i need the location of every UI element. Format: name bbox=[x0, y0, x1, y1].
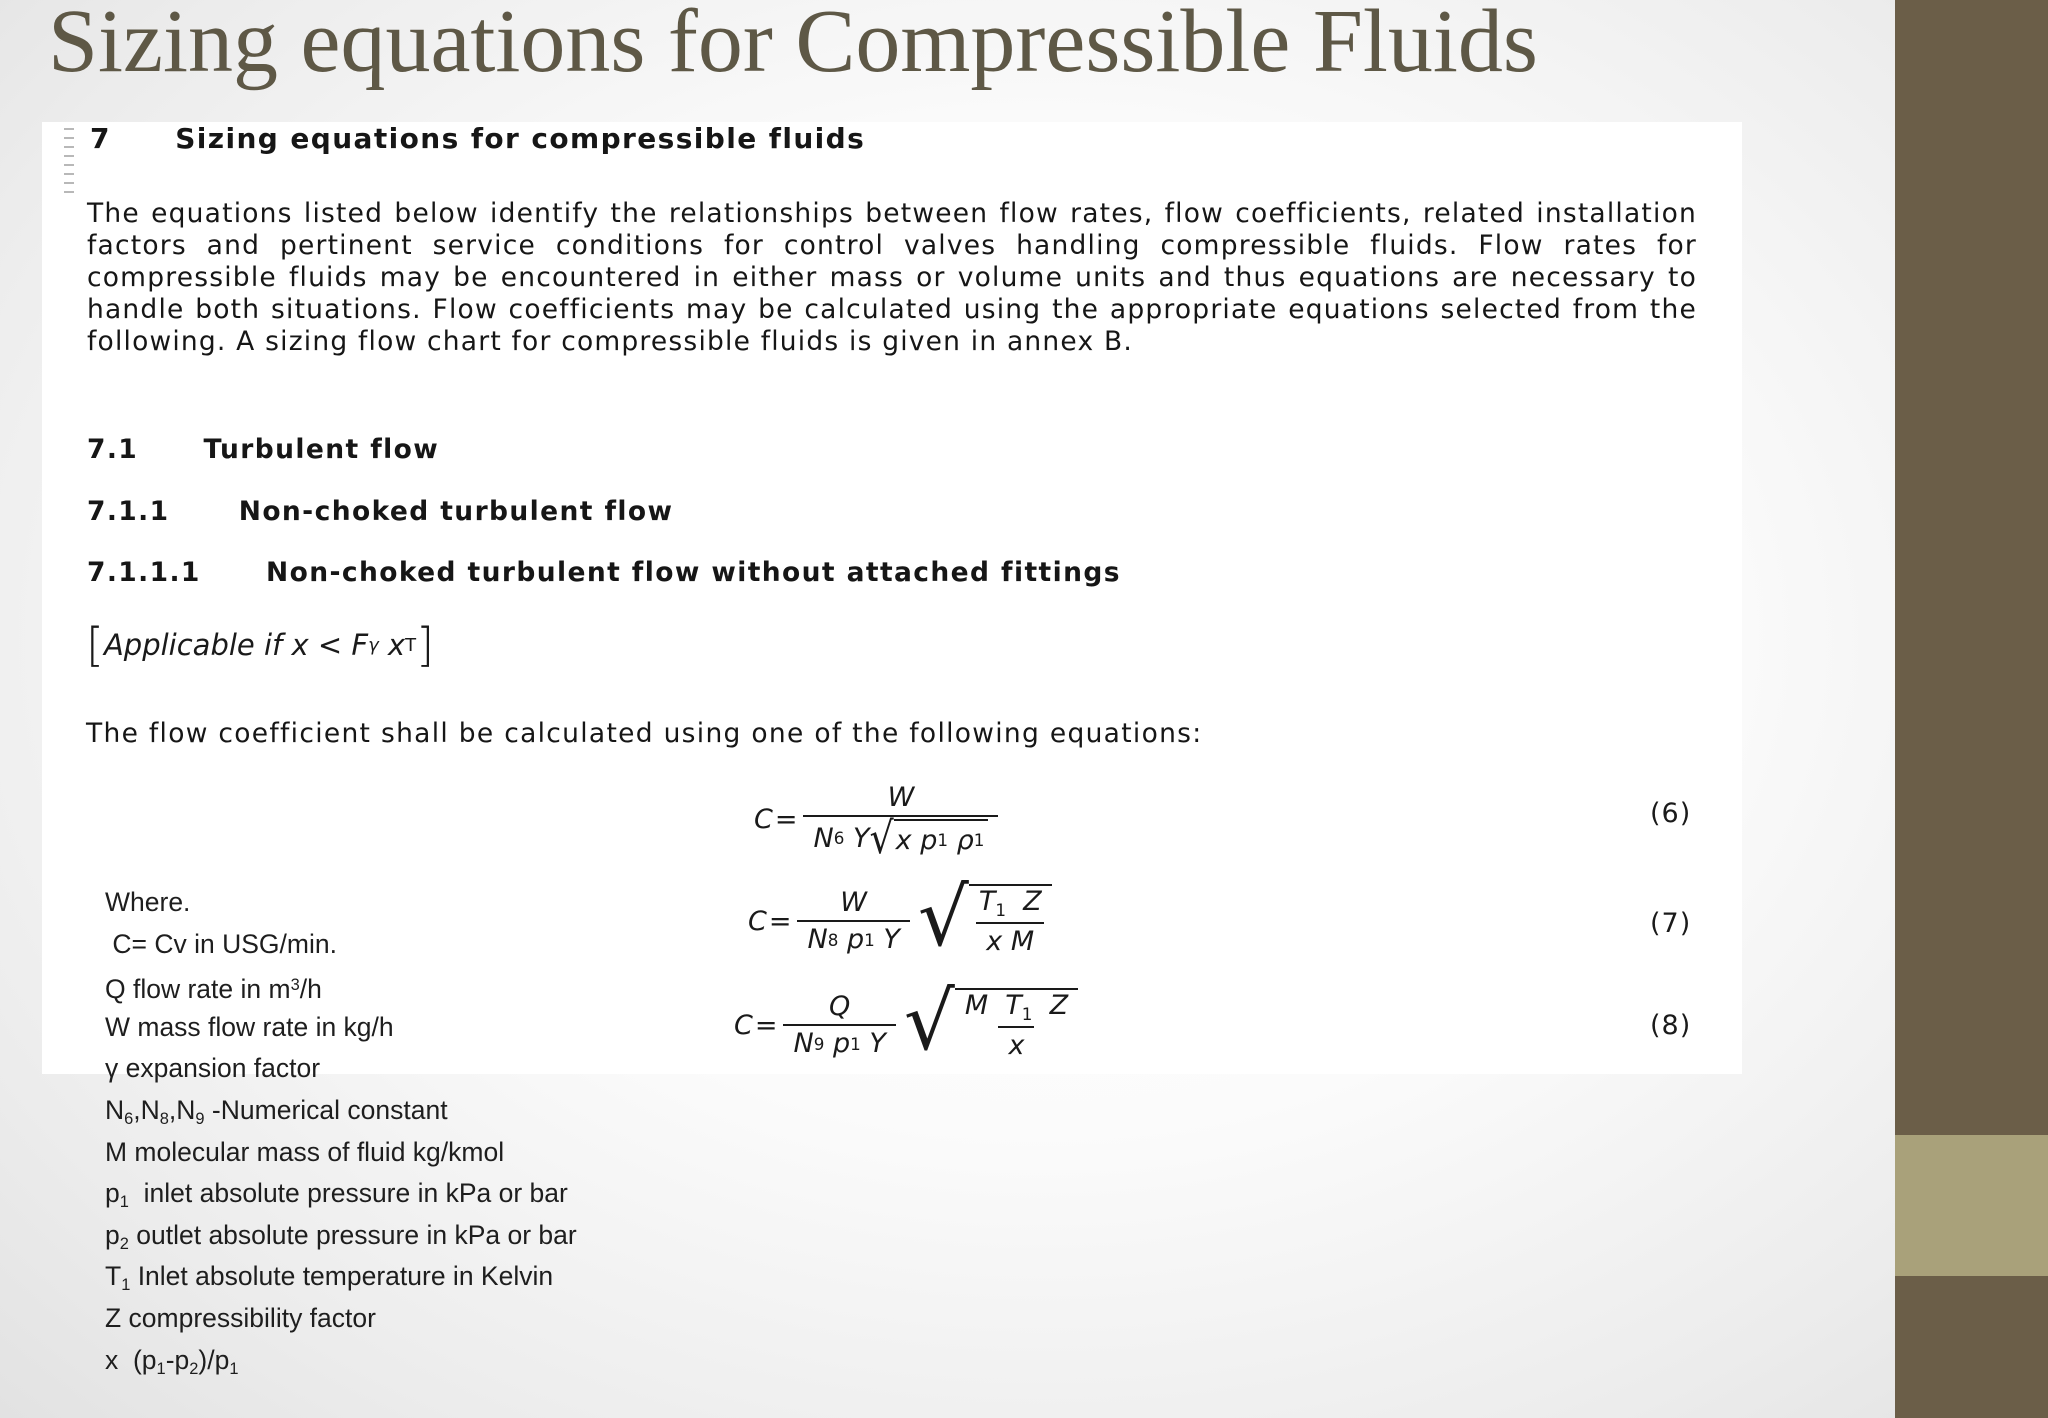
fraction: W N 6 Y √ x p 1 ρ 1 bbox=[803, 782, 998, 857]
definition-p1: $p_1$ inlet absolute pressure in kPa or bar bbox=[105, 1178, 568, 1212]
section-title: Sizing equations for compressible fluids bbox=[175, 122, 866, 155]
equation-6-number: (6) bbox=[1650, 798, 1692, 829]
definition-x: x $(p_1-p_2)/p_1$ bbox=[105, 1344, 239, 1378]
square-root: √ $\frac{T_1 Z}{\text{x M}}$ bbox=[918, 884, 1052, 958]
decorative-side-accent bbox=[1895, 1135, 2048, 1276]
square-root: √ $\frac{M T_1 Z}{x}$ bbox=[904, 988, 1078, 1062]
definition-p2: $p_2$ outlet absolute pressure in kPa or bar bbox=[105, 1219, 577, 1253]
subsection-number: 7.1.1.1 bbox=[87, 557, 201, 588]
definition-m: M molecular mass of fluid kg/kmol bbox=[105, 1136, 505, 1167]
equation-8-number: (8) bbox=[1650, 1010, 1692, 1041]
slide-title: Sizing equations for Compressible Fluids bbox=[48, 0, 1538, 91]
definition-c: C= Cv in USG/min. bbox=[112, 928, 337, 959]
equation-8: C = Q N 9 p 1 Y √ $\frac{M T_1 Z}{x}$ bbox=[734, 988, 1078, 1062]
subsection-number: 7.1.1 bbox=[87, 496, 170, 527]
close-bracket: ] bbox=[416, 618, 435, 672]
subsection-number: 7.1 bbox=[87, 434, 139, 465]
definition-n: $N_6,N_8,N_9$ -Numerical constant bbox=[105, 1094, 448, 1128]
definition-w: W mass flow rate in kg/h bbox=[105, 1011, 394, 1042]
definition-t1: $T_1$ Inlet absolute temperature in Kelvin bbox=[105, 1261, 554, 1295]
applicability-condition: [ Applicable if x < F γ x T ] bbox=[86, 618, 435, 672]
equation-7: C = W N 8 p 1 Y √ $\frac{T_1 Z}{\text{x M}}$ bbox=[748, 884, 1052, 958]
square-root: √ x p 1 ρ 1 bbox=[869, 819, 988, 857]
fraction: W N 8 p 1 Y bbox=[797, 887, 909, 955]
subsection-heading-7-1-1-1 bbox=[87, 557, 1121, 588]
subsection-title: Turbulent flow bbox=[203, 434, 440, 465]
fraction: Q N 9 p 1 Y bbox=[783, 991, 895, 1059]
definition-y: γ expansion factor bbox=[105, 1053, 321, 1084]
scan-artifact bbox=[64, 128, 74, 200]
equation-7-number: (7) bbox=[1650, 908, 1692, 939]
equation-6: C = W N 6 Y √ x p 1 ρ 1 bbox=[754, 782, 1002, 857]
where-heading: Where. bbox=[105, 887, 191, 917]
section-intro-paragraph: The equations listed below identify the relationships between flow rates, flow coefficients, related installation factors and pertinent service conditions for control valves handling compressible fluids. Flow rates for compressible fluids may be encountered in either mass or volume units and thus equations are necessary to handle both situations. Flow coefficients may be calculated using the appropriate equations selected from the following. A sizing flow chart for compressible fluids is given in annex B. bbox=[87, 198, 1697, 357]
section-number: 7 bbox=[90, 122, 111, 155]
variable-definitions bbox=[105, 882, 577, 1381]
definition-q: Q flow rate in $m^3/h$ bbox=[105, 974, 322, 1005]
equation-intro-statement: The flow coefficient shall be calculated using one of the following equations: bbox=[86, 718, 1203, 749]
subsection-heading-7-1 bbox=[87, 434, 439, 465]
subsection-title: Non-choked turbulent flow without attached fittings bbox=[266, 557, 1121, 588]
definition-z: Z compressibility factor bbox=[105, 1302, 376, 1333]
open-bracket: [ bbox=[86, 618, 104, 672]
section-heading bbox=[90, 122, 865, 155]
subsection-title: Non-choked turbulent flow bbox=[238, 496, 674, 527]
subsection-heading-7-1-1 bbox=[87, 496, 673, 527]
